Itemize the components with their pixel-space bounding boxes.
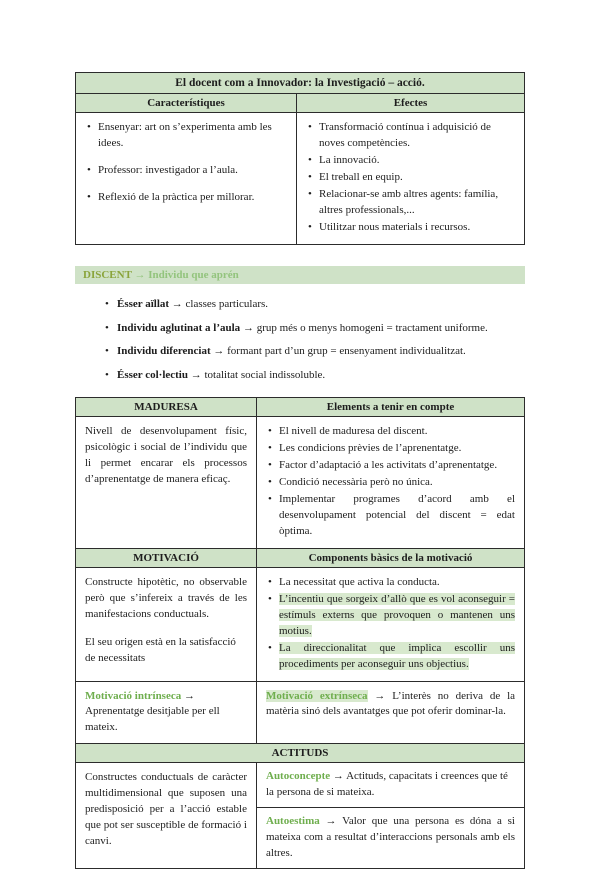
term-motivacio-extrinseca: Motivació extrínseca — [266, 689, 368, 702]
maduresa-column-header: Elements a tenir en compte — [256, 398, 524, 416]
term-individu-aglutinat: Individu aglutinat a l’aula — [117, 321, 241, 334]
arrow-glyph: → — [213, 345, 225, 358]
page-content — [75, 72, 525, 869]
list-item — [105, 321, 525, 337]
motivacio-intrinseca-cell — [76, 681, 256, 744]
arrow-glyph: → — [374, 689, 386, 702]
innovator-table-column-headers — [76, 93, 524, 112]
item-text: L’interès no deriva de la matèria sinó dels avantatges que pot oferir dominar-la. — [266, 689, 516, 718]
innovator-table-title: El docent com a Innovador: la Investigació – acció. — [76, 73, 524, 93]
term-individu-diferenciat: Individu diferenciat — [117, 345, 211, 358]
arrow-glyph: → — [183, 689, 195, 702]
list-item: • La necessitat que activa la conducta. — [266, 575, 515, 591]
motivacio-list — [266, 575, 515, 673]
efectes-list — [306, 120, 515, 236]
motivacio-definition-paragraph-1: Constructe hipotètic, no observable però que s’infereix a través de les manifestacions conductuals. — [85, 575, 247, 620]
list-item: • Reflexió de la pràctica per millorar. — [85, 190, 287, 206]
item-text: Aprenentatge desitjable per ell mateix. — [85, 705, 220, 734]
term-autoestima: Autoestima — [266, 815, 320, 828]
list-item — [266, 641, 515, 673]
item-text: Valor que una persona es dóna a si mateixa com a resultat d’interaccions personals amb els altres. — [266, 815, 515, 860]
motivacio-items-cell — [256, 567, 524, 681]
list-item: • El treball en equip. — [306, 170, 515, 186]
list-item — [105, 297, 525, 313]
autoestima-cell — [257, 807, 524, 868]
discent-heading-bar — [75, 266, 525, 284]
column-header-caracteristiques: Característiques — [76, 93, 296, 112]
item-text: totalitat social indissoluble. — [204, 369, 326, 382]
arrow-glyph: → — [325, 815, 337, 828]
innovator-table — [75, 72, 525, 245]
autoconcepte-cell — [257, 763, 524, 807]
caracteristiques-cell — [76, 112, 296, 244]
arrow-glyph: → — [134, 268, 146, 281]
list-item: • Relacionar-se amb altres agents: família, altres professionals,... — [306, 187, 515, 219]
maduresa-definition: Nivell de desenvolupament físic, psicològic i social de l’individu que li permet encarar els processos d’aprenentatge de manera eficaç. — [76, 416, 256, 548]
motivacio-column-header: Components bàsics de la motivació — [256, 548, 524, 567]
discent-term: DISCENT — [83, 268, 132, 281]
motivacio-definition-cell — [76, 567, 256, 681]
actituds-definition: Constructes conductuals de caràcter multidimensional que suposen una predisposició per a l’acció estable que pot ser susceptible de formació i canvi. — [76, 762, 256, 868]
term-esser-collectiu: Ésser col·lectiu — [117, 369, 188, 382]
maduresa-items-cell — [256, 416, 524, 548]
term-esser-aillat: Ésser aïllat — [117, 297, 170, 310]
actituds-header: ACTITUDS — [76, 743, 524, 762]
list-item: • Transformació contínua i adquisició de noves competències. — [306, 120, 515, 152]
arrow-glyph: → — [190, 369, 202, 382]
innovator-table-body — [76, 112, 524, 244]
motivacio-header: MOTIVACIÓ — [76, 548, 256, 567]
arrow-glyph: → — [332, 770, 344, 783]
actituds-right-cell — [256, 762, 524, 868]
item-text: grup més o menys homogeni = tractament uniforme. — [256, 321, 488, 334]
motivacio-extrinseca-cell — [256, 681, 524, 744]
arrow-glyph: → — [171, 297, 183, 310]
list-item: • El nivell de maduresa del discent. — [266, 424, 515, 440]
list-item — [105, 368, 525, 384]
list-item: • Utilitzar nous materials i recursos. — [306, 220, 515, 236]
motivacio-definition-paragraph-2: El seu origen està en la satisfacció de necessitats — [85, 635, 236, 664]
item-text: formant part d’un grup = ensenyament individualitzat. — [227, 345, 466, 358]
term-motivacio-intrinseca: Motivació intrínseca — [85, 689, 182, 702]
term-autoconcepte: Autoconcepte — [266, 770, 331, 783]
item-text: Actituds, capacitats i creences que té la persona de si mateixa. — [266, 770, 508, 799]
arrow-glyph: → — [242, 321, 254, 334]
list-item: • Professor: investigador a l’aula. — [85, 163, 287, 179]
list-item: • Les condicions prèvies de l’aprenentatge. — [266, 441, 515, 457]
item-text: classes particulars. — [185, 297, 269, 310]
highlighted-text: La direccionalitat que implica escollir uns procediments per aconseguir uns objectius. — [279, 641, 515, 670]
list-item: • Implementar programes d’acord amb el desenvolupament potencial del discent = edat òptima. — [266, 492, 515, 540]
list-item — [105, 344, 525, 360]
maduresa-header: MADURESA — [76, 398, 256, 416]
maduresa-list — [266, 424, 515, 540]
efectes-cell — [296, 112, 524, 244]
list-item: • Factor d’adaptació a les activitats d’aprenentatge. — [266, 458, 515, 474]
list-item: • Ensenyar: art on s’experimenta amb les idees. — [85, 120, 287, 152]
maduresa-motivacio-actituds-table — [75, 397, 525, 869]
column-header-efectes: Efectes — [296, 93, 524, 112]
discent-definition: Individu que aprén — [148, 268, 239, 281]
highlighted-text: L’incentiu que sorgeix d’allò que es vol aconseguir = estímuls externs que provoquen o mantenen uns motius. — [279, 592, 515, 637]
discent-list — [105, 297, 525, 385]
list-item: • Condició necessària però no única. — [266, 475, 515, 491]
caracteristiques-list — [85, 120, 287, 206]
list-item: • La innovació. — [306, 153, 515, 169]
list-item — [266, 592, 515, 640]
